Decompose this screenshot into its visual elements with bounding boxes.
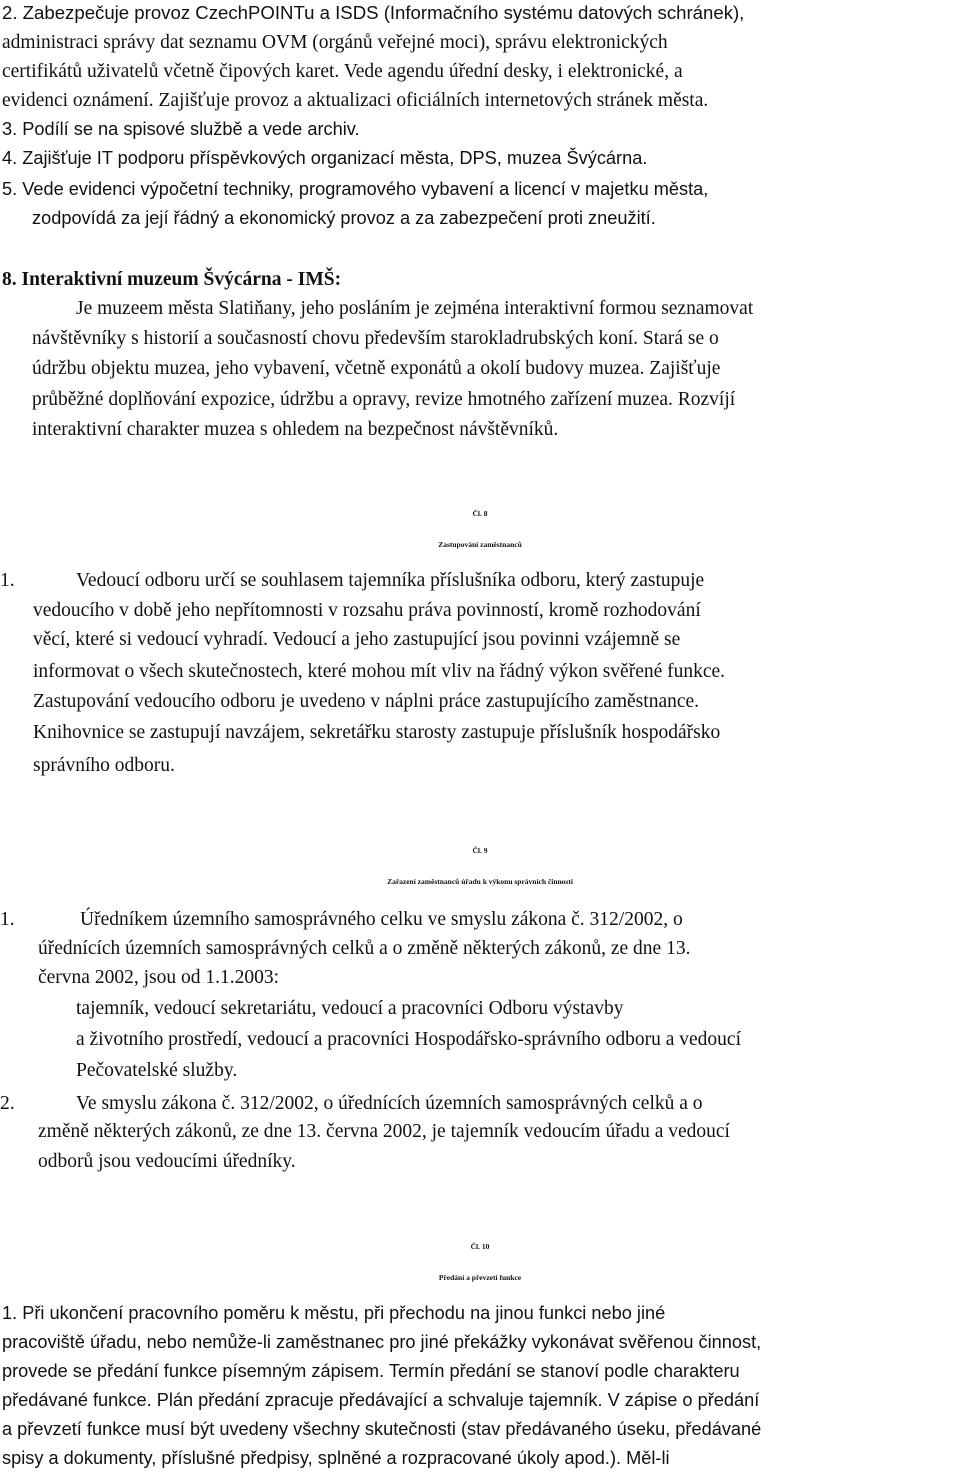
text-line: předávané funkce. Plán předání zpracuje předávající a schvaluje tajemník. V zápise o předání <box>2 1390 760 1410</box>
text-line: a životního prostředí, vedoucí a pracovníci Hospodářsko-správního odboru a vedoucí <box>76 1029 741 1050</box>
text-line: Ve smyslu zákona č. 312/2002, o úřednících územních samosprávných celků a o <box>76 1093 703 1114</box>
text-line: Zastupování vedoucího odboru je uvedeno v náplni práce zastupujícího zaměstnance. <box>33 691 700 712</box>
article-number: Čl. 9 <box>472 846 488 855</box>
text-line: Je muzeem města Slatiňany, jeho posláním je zejména interaktivní formou seznamovat <box>76 298 754 319</box>
text-line: června 2002, jsou od 1.1.2003: <box>38 967 280 988</box>
text-line: vedoucího v době jeho nepřítomnosti v rozsahu práva povinností, kromě rozhodování <box>33 600 701 621</box>
item-number: 1. <box>0 909 15 930</box>
article-title: Zařazení zaměstnanců úřadu k výkonu správních činností <box>387 877 573 886</box>
text-line: provede se předání funkce písemným zápisem. Termín předání se stanoví podle charakteru <box>2 1361 740 1381</box>
text-line: správního odboru. <box>33 755 175 776</box>
text-line: 1. Při ukončení pracovního poměru k městu, při přechodu na jinou funkci nebo jiné <box>2 1303 666 1323</box>
text-line: interaktivní charakter muzea s ohledem na bezpečnost návštěvníků. <box>32 419 559 440</box>
text-line: certifikátů uživatelů včetně čipových karet. Vede agendu úřední desky, i elektronické, a <box>2 61 683 82</box>
text-line: Knihovnice se zastupují navzájem, sekretářku starosty zastupuje příslušník hospodářsko <box>33 722 721 743</box>
text-line: změně některých zákonů, ze dne 13. června 2002, je tajemník vedoucím úřadu a vedoucí <box>38 1121 730 1142</box>
text-line: Pečovatelské služby. <box>76 1060 238 1081</box>
text-line: odborů jsou vedoucími úředníky. <box>38 1151 296 1172</box>
section-heading: 8. Interaktivní muzeum Švýcárna - IMŠ: <box>2 269 342 290</box>
text-line: průběžné doplňování expozice, údržbu a opravy, revize hmotného zařízení muzea. Rozvíjí <box>32 389 736 410</box>
text-line: zodpovídá za její řádný a ekonomický provoz a za zabezpečení proti zneužití. <box>32 208 656 228</box>
text-line: údržbu objektu muzea, jeho vybavení, včetně exponátů a okolí budovy muzea. Zajišťuje <box>32 358 721 379</box>
text-line: a převzetí funkce musí být uvedeny všechny skutečnosti (stav předávaného úseku, předávané <box>2 1419 762 1439</box>
text-line: 2. Zabezpečuje provoz CzechPOINTu a ISDS (Informačního systému datových schránek), <box>2 2 745 23</box>
text-line: úřednících územních samosprávných celků a o změně některých zákonů, ze dne 13. <box>38 938 691 959</box>
text-line: 4. Zajišťuje IT podporu příspěvkových organizací města, DPS, muzea Švýcárna. <box>2 148 648 168</box>
item-number: 2. <box>0 1093 15 1114</box>
text-line: věcí, které si vedoucí vyhradí. Vedoucí a jeho zastupující jsou povinni vzájemně se <box>33 629 681 650</box>
text-line: tajemník, vedoucí sekretariátu, vedoucí a pracovníci Odboru výstavby <box>76 998 624 1019</box>
text-line: Vedoucí odboru určí se souhlasem tajemníka příslušníka odboru, který zastupuje <box>76 570 705 591</box>
item-number: 1. <box>0 570 15 591</box>
article-number: Čl. 10 <box>470 1242 490 1251</box>
text-line: Úředníkem územního samosprávného celku ve smyslu zákona č. 312/2002, o <box>80 909 683 930</box>
text-line: pracoviště úřadu, nebo nemůže-li zaměstnanec pro jiné překážky vykonávat svěřenou činnost, <box>2 1332 762 1352</box>
article-number: Čl. 8 <box>472 509 488 518</box>
text-line: 3. Podílí se na spisové službě a vede archiv. <box>2 119 360 139</box>
text-line: evidenci oznámení. Zajišťuje provoz a aktualizaci oficiálních internetových stránek města. <box>2 90 709 111</box>
article-title: Předání a převzetí funkce <box>438 1273 522 1282</box>
text-line: 5. Vede evidenci výpočetní techniky, programového vybavení a licencí v majetku města, <box>2 179 709 199</box>
text-line: administraci správy dat seznamu OVM (orgánů veřejné moci), správu elektronických <box>2 32 668 53</box>
text-line: spisy a dokumenty, příslušné předpisy, splněné a rozpracované úkoly apod.). Měl-li <box>2 1448 670 1468</box>
text-line: návštěvníky s historií a současností chovu především starokladrubských koní. Stará se o <box>32 328 719 349</box>
article-title: Zastupování zaměstnanců <box>438 540 522 549</box>
text-line: informovat o všech skutečnostech, které mohou mít vliv na řádný výkon svěřené funkce. <box>33 661 726 682</box>
